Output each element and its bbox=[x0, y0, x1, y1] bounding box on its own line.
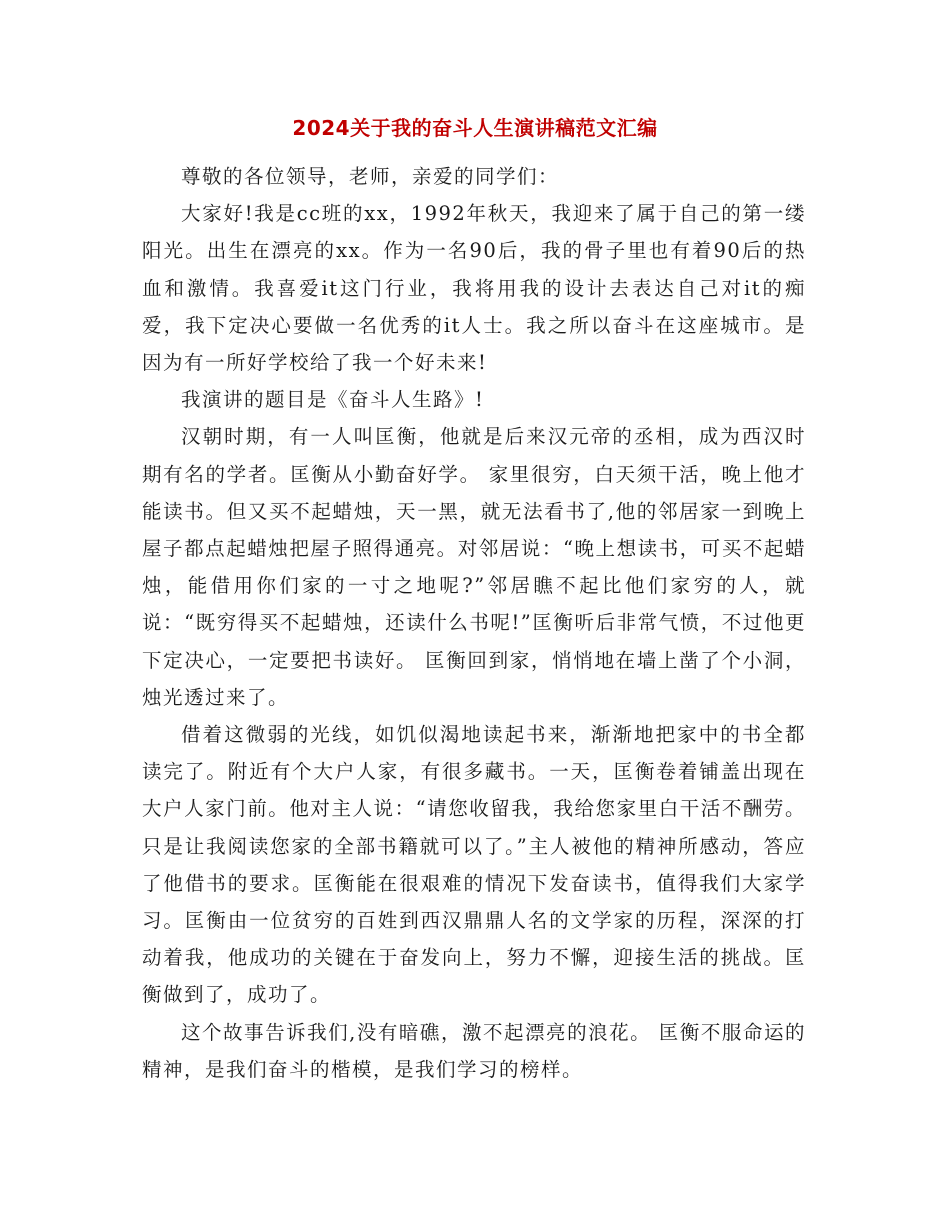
paragraph-greeting: 尊敬的各位领导，老师，亲爱的同学们： bbox=[181, 165, 560, 188]
paragraph-conclusion: 这个故事告诉我们,没有暗礁，激不起漂亮的浪花。 匡衡不服命运的精神，是我们奋斗的楷模，是我们学习的榜样。 bbox=[142, 1020, 806, 1081]
paragraph-story-part-2: 借着这微弱的光线，如饥似渴地读起书来，渐渐地把家中的书全都读完了。附近有个大户人家，有很多藏书。一天，匡衡卷着铺盖出现在大户人家门前。他对主人说：“请您收留我，我给您家里白干活不酬劳。只是让我阅读您家的全部书籍就可以了。”主人被他的精神所感动，答应了他借书的要求。匡衡能在很艰难的情况下发奋读书，值得我们大家学习。匡衡由一位贫穷的百姓到西汉鼎鼎人名的文学家的历程，深深的打动着我，他成功的关键在于奋发向上，努力不懈，迎接生活的挑战。匡衡做到了，成功了。 bbox=[142, 723, 806, 1007]
paragraph-introduction: 大家好!我是cc班的xx，1992年秋天，我迎来了属于自己的第一缕阳光。出生在漂亮的xx。作为一名90后，我的骨子里也有着90后的热血和激情。我喜爱it这门行业，我将用我的设计去表达自己对it的痴爱，我下定决心要做一名优秀的it人士。我之所以奋斗在这座城市。是因为有一所好学校给了我一个好未来! bbox=[142, 202, 806, 375]
document-body bbox=[142, 158, 806, 1088]
document-title: 2024关于我的奋斗人生演讲稿范文汇编 bbox=[292, 116, 658, 140]
paragraph-story-part-1: 汉朝时期，有一人叫匡衡，他就是后来汉元帝的丞相，成为西汉时期有名的学者。匡衡从小勤奋好学。 家里很穷，白天须干活，晚上他才能读书。但又买不起蜡烛，天一黑，就无法看书了,他的邻居家一到晚上屋子都点起蜡烛把屋子照得通亮。对邻居说：“晚上想读书，可买不起蜡烛，能借用你们家的一寸之地呢?”邻居瞧不起比他们家穷的人，就说：“既穷得买不起蜡烛，还读什么书呢!”匡衡听后非常气愤，不过他更下定决心，一定要把书读好。 匡衡回到家，悄悄地在墙上凿了个小洞，烛光透过来了。 bbox=[142, 425, 806, 709]
paragraph-topic: 我演讲的题目是《奋斗人生路》! bbox=[181, 388, 485, 412]
